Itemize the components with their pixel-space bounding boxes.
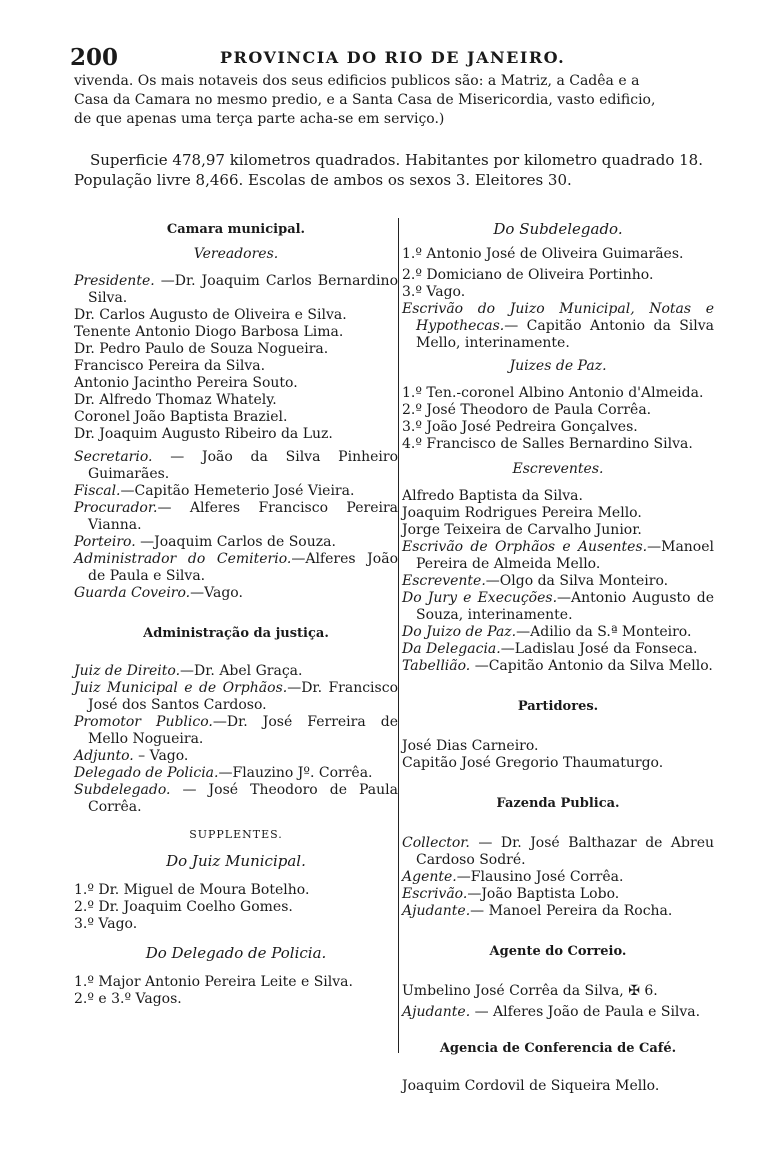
list-item: 3.º Vago.	[402, 284, 466, 300]
role-label: Tabellião.	[402, 658, 471, 674]
role-holder: —Capitão Antonio da Silva Mello.	[470, 658, 713, 674]
role-holder: —Olgo da Silva Monteiro.	[485, 573, 669, 589]
list-item: Dr. Carlos Augusto de Oliveira e Silva.	[74, 307, 347, 323]
role-holder: —Ladislau José da Fonseca.	[500, 641, 698, 657]
role-holder: —Capitão Hemeterio José Vieira.	[120, 483, 355, 499]
list-item	[402, 590, 714, 624]
role-label: Escrivão de Orphãos e Ausentes.	[402, 539, 648, 555]
role-label: Secretario.	[74, 449, 153, 465]
subsection-title: Do Subdelegado.	[493, 220, 623, 238]
list-item: 2.º e 3.º Vagos.	[74, 991, 182, 1007]
list-item: Antonio Jacintho Pereira Souto.	[74, 375, 298, 391]
list-item	[402, 641, 714, 658]
list-item: Joaquim Rodrigues Pereira Mello.	[402, 505, 642, 521]
stats-line: População livre 8,466. Escolas de ambos os sexos 3. Eleitores 30.	[74, 171, 572, 189]
role-holder: —Joaquim Carlos de Souza.	[135, 534, 336, 550]
list-item	[74, 765, 398, 782]
role-label: Da Delegacia.	[402, 641, 501, 657]
role-label: Fiscal.	[74, 483, 121, 499]
role-label: Juiz Municipal e de Orphãos.	[74, 680, 288, 696]
role-label: Delegado de Policia.	[74, 765, 219, 781]
list-item: Umbelino José Corrêa da Silva, ✠ 6.	[402, 983, 658, 999]
section-title: Administração da justiça.	[143, 626, 329, 641]
role-holder: —Adilio da S.ª Monteiro.	[516, 624, 692, 640]
role-holder: —Alferes João de Paula e Silva.	[88, 551, 398, 584]
role-holder: — Alferes João de Paula e Silva.	[470, 1004, 701, 1020]
left-column	[74, 221, 398, 1008]
role-label: Guarda Coveiro.	[74, 585, 191, 601]
list-item: Dr. Joaquim Augusto Ribeiro da Luz.	[74, 426, 333, 442]
role-holder: —Vago.	[190, 585, 243, 601]
role-label: Ajudante.	[402, 903, 471, 919]
role-label: Do Jury e Execuções.	[402, 590, 558, 606]
subsection-title: Juizes de Paz.	[509, 358, 607, 374]
list-item	[74, 663, 398, 680]
list-item	[74, 714, 398, 748]
list-item	[74, 551, 398, 585]
subsection-title: Escreventes.	[512, 461, 604, 477]
list-item: 3.º João José Pedreira Gonçalves.	[402, 419, 638, 435]
intro-line: de que apenas uma terça parte acha-se em serviço.)	[74, 111, 445, 127]
right-column	[402, 221, 714, 1095]
list-item: Tenente Antonio Diogo Barbosa Lima.	[74, 324, 344, 340]
list-item: 1.º Major Antonio Pereira Leite e Silva.	[74, 974, 353, 990]
role-label: Porteiro.	[74, 534, 136, 550]
section-title: Agencia de Conferencia de Café.	[439, 1041, 677, 1056]
role-holder: — João da Silva Pinheiro Guimarães.	[88, 449, 398, 482]
subsection-title: SUPPLENTES.	[189, 828, 283, 841]
list-item: Francisco Pereira da Silva.	[74, 358, 266, 374]
role-label: Subdelegado.	[74, 782, 171, 798]
list-item	[74, 748, 398, 765]
role-holder: — Capitão Antonio da Silva Mello, interinamente.	[416, 318, 714, 351]
section-title: Partidores.	[517, 699, 599, 714]
statistics-paragraph	[74, 150, 710, 190]
section-title: Agente do Correio.	[489, 944, 627, 959]
role-label: Agente.	[402, 869, 457, 885]
intro-line: vivenda. Os mais notaveis dos seus edificios publicos são: a Matriz, a Cadêa e a	[74, 73, 640, 89]
page-header	[70, 44, 710, 74]
list-item	[74, 782, 398, 816]
section-title: Camara municipal.	[166, 222, 306, 237]
role-holder: —Dr. Francisco José dos Santos Cardoso.	[88, 680, 398, 713]
section-title: Fazenda Publica.	[496, 796, 620, 811]
role-label: Ajudante.	[402, 1004, 471, 1020]
role-label: Collector.	[402, 835, 470, 851]
role-holder: — Manoel Pereira da Rocha.	[470, 903, 673, 919]
role-holder: —Manoel Pereira de Almeida Mello.	[416, 539, 714, 572]
list-item: 1.º Ten.-coronel Albino Antonio d'Almeida.	[402, 385, 704, 401]
role-label: Escrivão.	[402, 886, 468, 902]
role-label: Procurador.	[74, 500, 158, 516]
list-item: 4.º Francisco de Salles Bernardino Silva.	[402, 436, 693, 452]
role-label: Escrivão do Juizo Municipal, Notas e Hypothecas.	[402, 301, 714, 334]
subsection-title: Do Delegado de Policia.	[145, 944, 327, 962]
list-item	[402, 624, 714, 641]
list-item: Dr. Alfredo Thomaz Whately.	[74, 392, 277, 408]
page-number: 200	[70, 44, 119, 71]
role-holder: — Dr. José Balthazar de Abreu Cardoso Sodré.	[416, 835, 714, 868]
subsection-title: Do Juiz Municipal.	[166, 852, 306, 870]
intro-line: Casa da Camara no mesmo predio, e a Santa Casa de Misericordia, vasto edificio,	[74, 92, 656, 108]
role-holder: —Dr. Abel Graça.	[180, 663, 303, 679]
role-label: Administrador do Cemiterio.	[74, 551, 292, 567]
role-holder: — Alferes Francisco Pereira Vianna.	[88, 500, 398, 533]
list-item	[74, 534, 398, 551]
list-item: 2.º José Theodoro de Paula Corrêa.	[402, 402, 652, 418]
list-item	[402, 658, 714, 675]
list-item	[402, 573, 714, 590]
list-item: Dr. Pedro Paulo de Souza Nogueira.	[74, 341, 329, 357]
list-item: Joaquim Cordovil de Siqueira Mello.	[402, 1078, 660, 1094]
role-label: Presidente.	[74, 273, 155, 289]
list-item	[402, 869, 714, 886]
list-item	[402, 886, 714, 903]
intro-paragraph	[74, 72, 710, 129]
list-item	[402, 539, 714, 573]
role-holder: —Flauzino Jº. Corrêa.	[218, 765, 373, 781]
list-item: 2.º Dr. Joaquim Coelho Gomes.	[74, 899, 293, 915]
list-item: 2.º Domiciano de Oliveira Portinho.	[402, 267, 654, 283]
list-item: 3.º Vago.	[74, 916, 138, 932]
list-item	[74, 500, 398, 534]
role-holder: —João Baptista Lobo.	[467, 886, 620, 902]
role-holder: —Antonio Augusto de Souza, interinamente.	[416, 590, 714, 623]
stats-line: Superficie 478,97 kilometros quadrados. Habitantes por kilometro quadrado 18.	[90, 151, 703, 169]
running-title: PROVINCIA DO RIO DE JANEIRO.	[220, 48, 566, 67]
role-holder: —Dr. José Ferreira de Mello Nogueira.	[88, 714, 398, 747]
list-item	[402, 1004, 714, 1021]
role-holder: —Dr. Joaquim Carlos Bernardino Silva.	[88, 273, 398, 306]
list-item	[402, 835, 714, 869]
subsection-title: Vereadores.	[193, 246, 279, 262]
column-divider	[398, 218, 399, 1053]
list-item: Alfredo Baptista da Silva.	[402, 488, 583, 504]
role-holder: – Vago.	[133, 748, 189, 764]
list-item	[402, 903, 714, 920]
list-item	[402, 301, 714, 352]
role-label: Escrevente.	[402, 573, 486, 589]
role-label: Adjunto.	[74, 748, 134, 764]
role-label: Juiz de Direito.	[74, 663, 181, 679]
list-item: 1.º Antonio José de Oliveira Guimarães.	[402, 246, 684, 262]
list-item	[74, 585, 398, 602]
list-item: Coronel João Baptista Braziel.	[74, 409, 288, 425]
list-item	[74, 273, 398, 307]
list-item: Jorge Teixeira de Carvalho Junior.	[402, 522, 642, 538]
role-label: Promotor Publico.	[74, 714, 213, 730]
list-item: Capitão José Gregorio Thaumaturgo.	[402, 755, 664, 771]
role-holder: — José Theodoro de Paula Corrêa.	[88, 782, 398, 815]
role-holder: —Flausino José Corrêa.	[456, 869, 624, 885]
list-item	[74, 449, 398, 483]
list-item: 1.º Dr. Miguel de Moura Botelho.	[74, 882, 310, 898]
list-item	[74, 483, 398, 500]
list-item: José Dias Carneiro.	[402, 738, 539, 754]
role-label: Do Juizo de Paz.	[402, 624, 517, 640]
list-item	[74, 680, 398, 714]
